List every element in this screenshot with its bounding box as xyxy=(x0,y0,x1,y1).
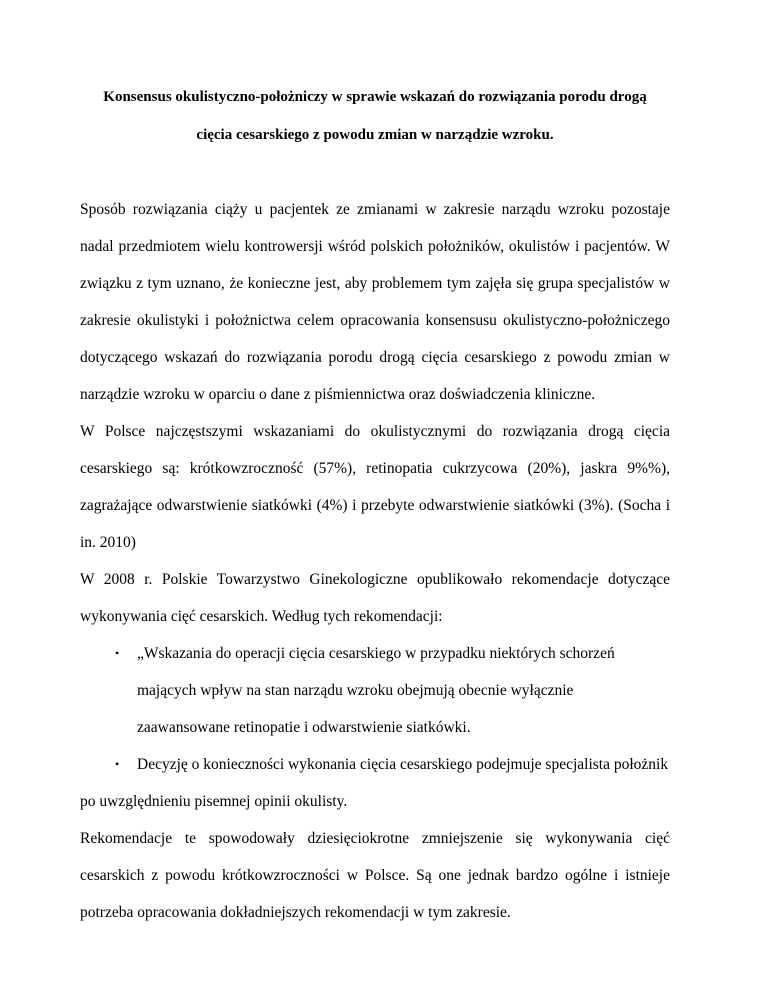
list-item xyxy=(80,746,670,783)
paragraph-intro: Sposób rozwiązania ciąży u pacjentek ze zmianami w zakresie narządu wzroku pozostaje nadal przedmiotem wielu kontrowersji wśród polskich położników, okulistów i pacjentów. W związku z tym uznano, że konieczne jest, aby problemem tym zajęła się grupa specjalistów w zakresie okulistyki i położnictwa celem opracowania konsensusu okulistyczno-położniczego dotyczącego wskazań do rozwiązania porodu drogą cięcia cesarskiego z powodu zmian w narządzie wzroku w oparciu o dane z piśmiennictwa oraz doświadczenia kliniczne. xyxy=(80,201,670,403)
list-item-continuation: po uwzględnieniu pisemnej opinii okulisty. xyxy=(80,793,348,810)
list-item-text: „Wskazania do operacji cięcia cesarskiego w przypadku niektórych schorzeń mających wpływ na stan narządu wzroku obejmują obecnie wyłącznie zaawansowane retinopatie i odwarstwienie siatkówki. xyxy=(137,645,615,736)
paragraph-recommendation-intro: W 2008 r. Polskie Towarzystwo Ginekologiczne opublikowało rekomendacje dotyczące wykonywania cięć cesarskich. Według tych rekomendacji: xyxy=(80,571,670,625)
paragraph-conclusion: Rekomendacje te spowodowały dziesięciokrotne zmniejszenie się wykonywania cięć cesarskich z powodu krótkowzroczności w Polsce. Są one jednak bardzo ogólne i istnieje potrzeba opracowania dokładniejszych rekomendacji w tym zakresie. xyxy=(80,830,670,921)
spacer xyxy=(80,154,670,191)
bullet-icon: • xyxy=(115,646,120,660)
bullet-icon: • xyxy=(115,757,120,771)
list-item xyxy=(80,635,670,746)
document-title-line-1: Konsensus okulistyczno-położniczy w sprawie wskazań do rozwiązania porodu drogą xyxy=(103,89,647,105)
list-item-text: Decyzję o konieczności wykonania cięcia cesarskiego podejmuje specjalista położnik xyxy=(137,756,669,773)
paragraph-indications: W Polsce najczęstszymi wskazaniami do okulistycznymi do rozwiązania drogą cięcia cesarskiego są: krótkowzroczność (57%), retinopatia cukrzycowa (20%), jaskra 9%%), zagrażające odwarstwienie siatkówki (4%) i przebyte odwarstwienie siatkówki (3%). (Socha i in. 2010) xyxy=(80,423,670,551)
recommendation-list xyxy=(80,635,670,783)
document-title-line-2: cięcia cesarskiego z powodu zmian w narządzie wzroku. xyxy=(196,127,554,143)
